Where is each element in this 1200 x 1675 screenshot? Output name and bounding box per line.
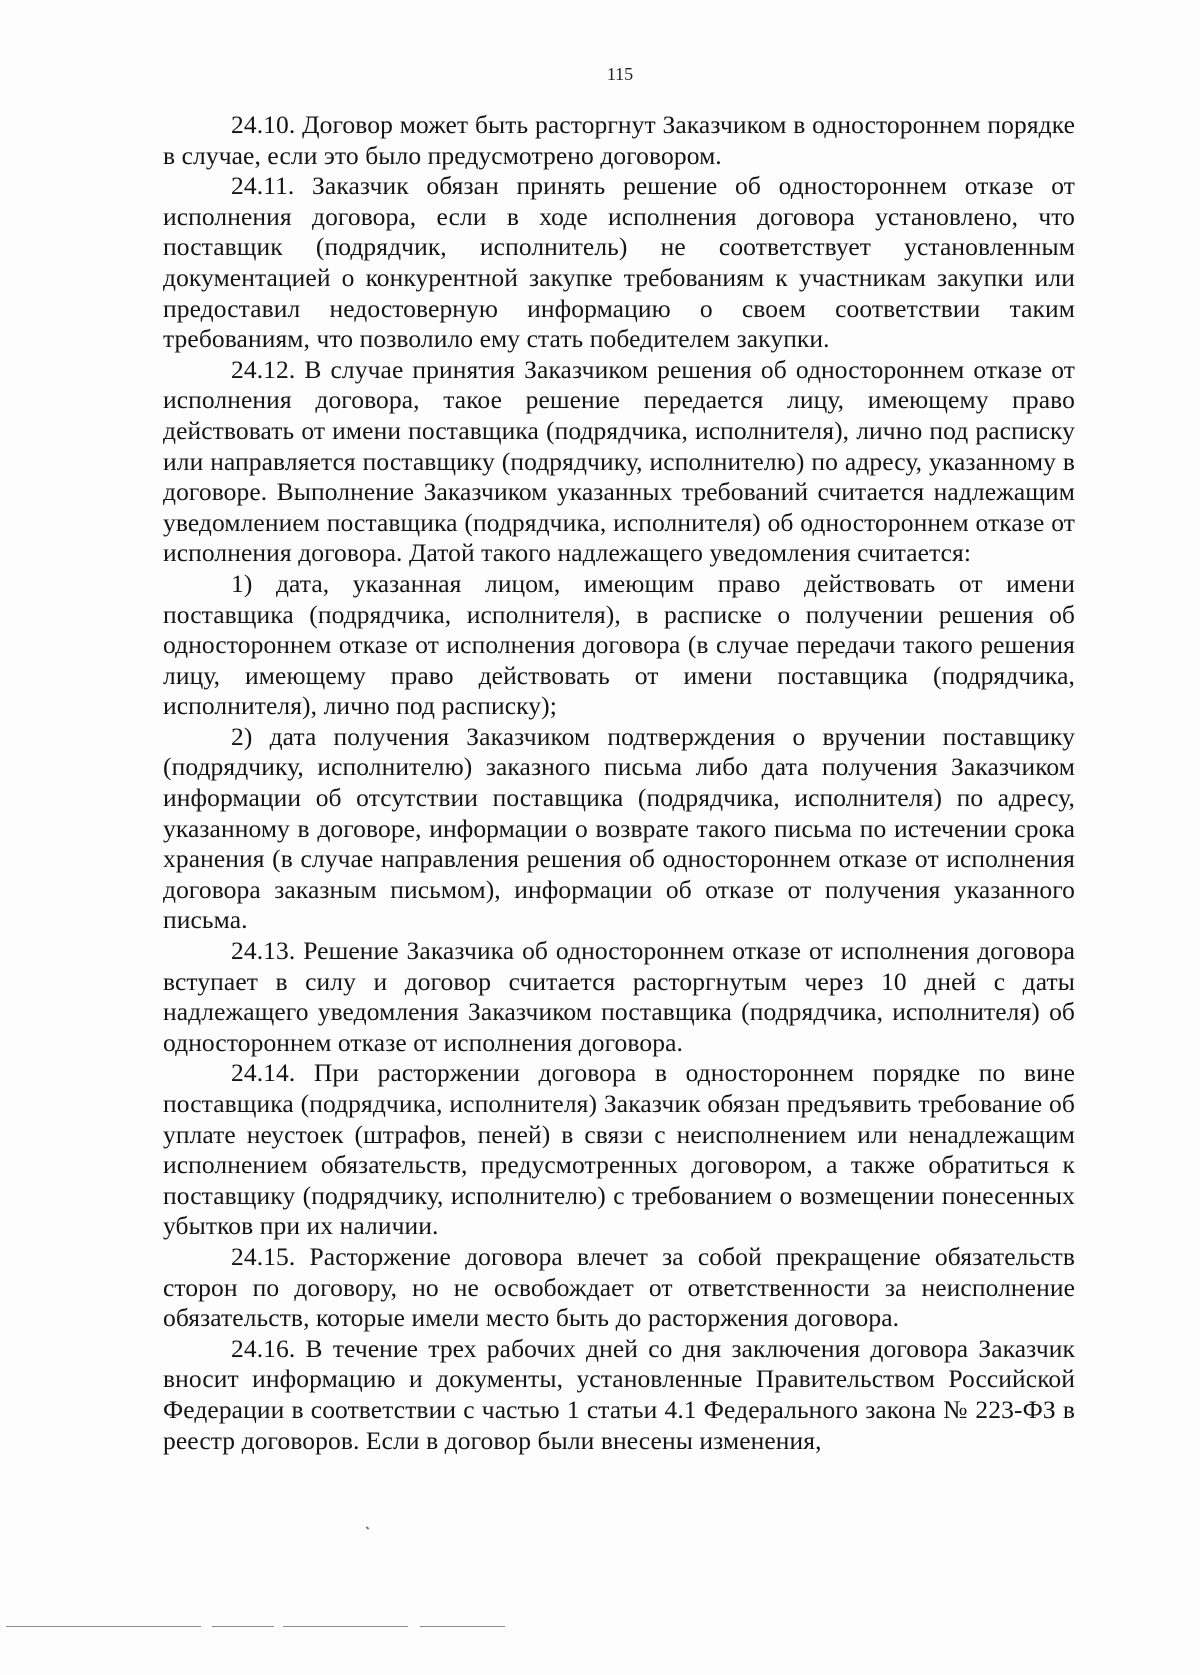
scan-speck (366, 1526, 370, 1529)
page-number: 115 (606, 64, 634, 84)
paragraph-24-12: 24.12. В случае принятия Заказчиком решения об одностороннем отказе от исполнения договора, такое решение передается лицу, имеющему право действовать от имени поставщика (подрядчика, исполнителя), лично под расписку или направляется поставщику (подрядчику, исполнителю) по адресу, указанному в договоре. Выполнение Заказчиком указанных требований считается надлежащим уведомлением поставщика (подрядчика, исполнителя) об одностороннем отказе от исполнения договора. Датой такого надлежащего уведомления считается: (163, 354, 1075, 568)
list-item-1: 1) дата, указанная лицом, имеющим право действовать от имени поставщика (подрядчика, исполнителя), в расписке о получении решения об одностороннем отказе от исполнения договора (в случае передачи такого решения лицу, имеющему право действовать от имени поставщика (подрядчика, исполнителя), лично под расписку); (163, 568, 1075, 721)
paragraph-24-13: 24.13. Решение Заказчика об одностороннем отказе от исполнения договора вступает в силу и договор считается расторгнутым через 10 дней с даты надлежащего уведомления Заказчиком поставщика (подрядчика, исполнителя) об одностороннем отказе от исполнения договора. (163, 936, 1075, 1057)
scan-edge-line (212, 1626, 274, 1627)
scan-edge-line (283, 1626, 408, 1627)
scan-edge-line (6, 1626, 201, 1627)
document-body (163, 110, 1075, 1456)
paragraph-24-14: 24.14. При расторжении договора в одностороннем порядке по вине поставщика (подрядчика, исполнителя) Заказчик обязан предъявить требование об уплате неустоек (штрафов, пеней) в связи с неисполнением или ненадлежащим исполнением обязательств, предусмотренных договором, а также обратиться к поставщику (подрядчику, исполнителю) с требованием о возмещении понесенных убытков при их наличии. (163, 1058, 1075, 1241)
list-item-2: 2) дата получения Заказчиком подтверждения о вручении поставщику (подрядчику, исполнителю) заказного письма либо дата получения Заказчиком информации об отсутствии поставщика (подрядчика, исполнителя) по адресу, указанному в договоре, информации о возврате такого письма по истечении срока хранения (в случае направления решения об одностороннем отказе от исполнения договора заказным письмом), информации об отказе от получения указанного письма. (163, 721, 1075, 935)
scan-edge-line (420, 1626, 505, 1627)
paragraph-24-16: 24.16. В течение трех рабочих дней со дня заключения договора Заказчик вносит информацию и документы, установленные Правительством Российской Федерации в соответствии с частью 1 статьи 4.1 Федерального закона № 223-ФЗ в реестр договоров. Если в договор были внесены изменения, (163, 1333, 1075, 1455)
paragraph-24-10: 24.10. Договор может быть расторгнут Заказчиком в одностороннем порядке в случае, если это было предусмотрено договором. (163, 110, 1075, 170)
paragraph-24-15: 24.15. Расторжение договора влечет за собой прекращение обязательств сторон по договору, но не освобождает от ответственности за неисполнение обязательств, которые имели место быть до расторжения договора. (163, 1241, 1075, 1333)
paragraph-24-11: 24.11. Заказчик обязан принять решение об одностороннем отказе от исполнения договора, если в ходе исполнения договора установлено, что поставщик (подрядчик, исполнитель) не соответствует установленным документацией о конкурентной закупке требованиям к участникам закупки или предоставил недостоверную информацию о своем соответствии таким требованиям, что позволило ему стать победителем закупки. (163, 171, 1075, 354)
